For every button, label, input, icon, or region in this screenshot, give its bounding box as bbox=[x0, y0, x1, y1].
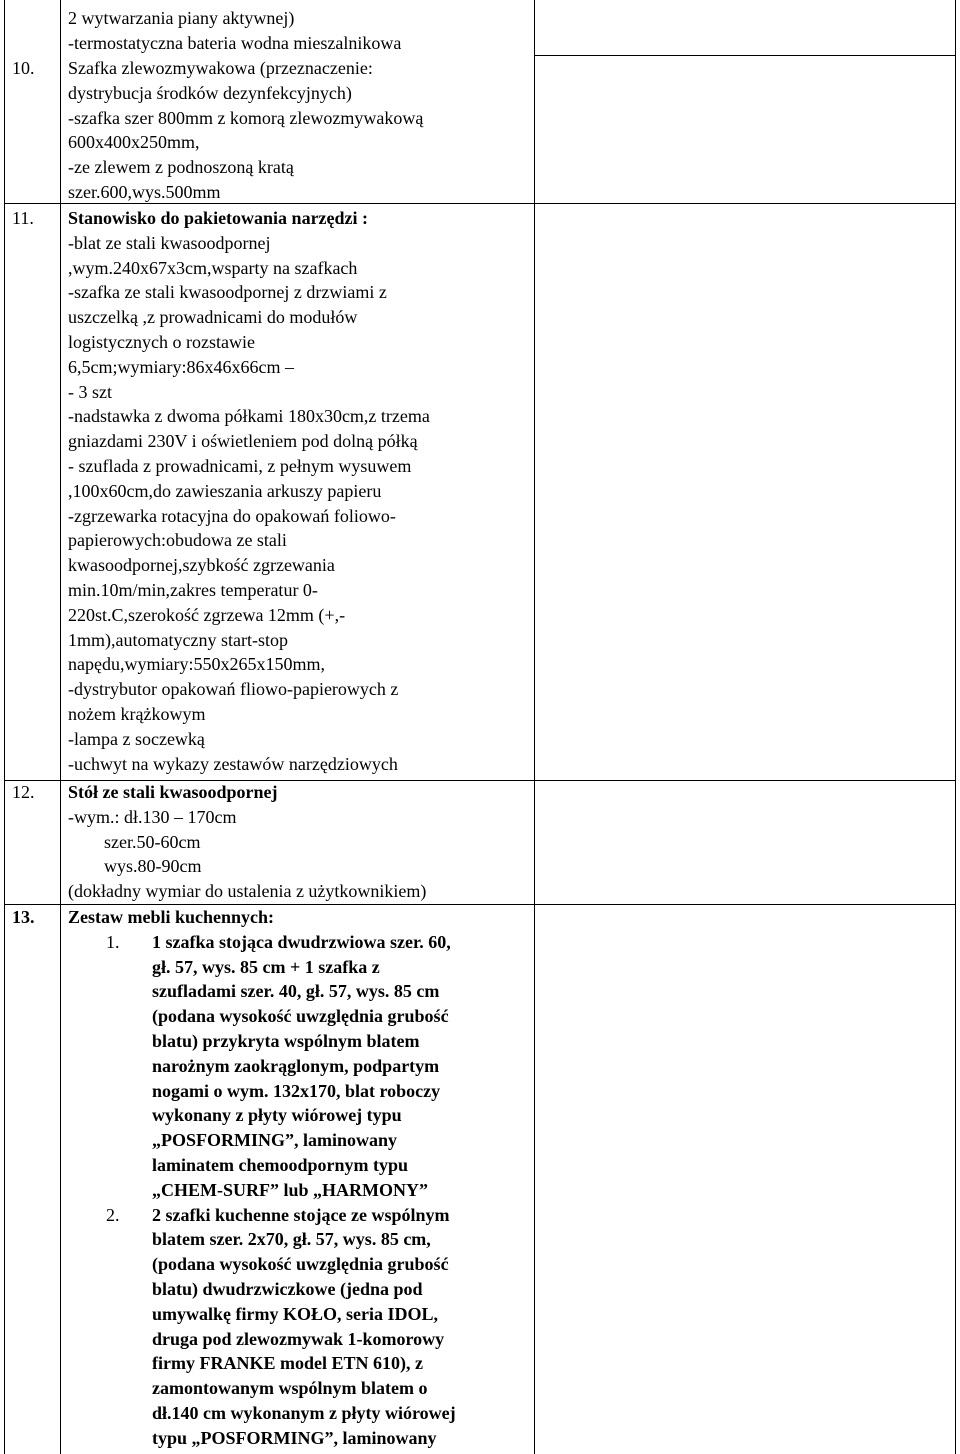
row-number: 11. bbox=[12, 208, 34, 228]
description-line: uszczelką ,z prowadnicami do modułów bbox=[68, 307, 358, 328]
description-line: wys.80-90cm bbox=[104, 856, 202, 877]
list-item bbox=[68, 930, 533, 1203]
row-description bbox=[68, 206, 533, 776]
description-line: - szuflada z prowadnicami, z pełnym wysuwem bbox=[68, 455, 412, 476]
description-line: 6,5cm;wymiary:86x46x66cm – bbox=[68, 356, 294, 377]
table-column-divider-number bbox=[60, 0, 61, 1454]
row-number: 12. bbox=[12, 782, 35, 802]
description-line: -uchwyt na wykazy zestawów narzędziowych bbox=[68, 753, 398, 774]
list-item-line: blatem szer. 2x70, gł. 57, wys. 85 cm, bbox=[152, 1229, 431, 1250]
description-line: szer.600,wys.500mm bbox=[68, 181, 221, 202]
table-border-left bbox=[4, 0, 5, 1454]
description-line: -szafka szer 800mm z komorą zlewozmywakową bbox=[68, 107, 424, 128]
description-line: ,wym.240x67x3cm,wsparty na szafkach bbox=[68, 257, 358, 278]
table-column-divider-description bbox=[534, 0, 535, 1454]
list-item-number: 2. bbox=[106, 1204, 120, 1225]
list-item-line: szufladami szer. 40, gł. 57, wys. 85 cm bbox=[152, 981, 440, 1002]
description-line: gniazdami 230V i oświetleniem pod dolną półką bbox=[68, 431, 418, 452]
table-row-divider bbox=[534, 55, 956, 56]
list-item-line: gł. 57, wys. 85 cm + 1 szafka z bbox=[152, 956, 380, 977]
description-line: -dystrybutor opakowań fliowo-papierowych z bbox=[68, 679, 399, 700]
list-item-line: „POSFORMING”, laminowany bbox=[152, 1130, 398, 1151]
list-item-line: „CHEM-SURF” lub „HARMONY” bbox=[152, 1179, 429, 1200]
list-item-line: firmy FRANKE model ETN 610), z bbox=[152, 1353, 423, 1374]
description-line: min.10m/min,zakres temperatur 0- bbox=[68, 579, 318, 600]
description-line: -szafka ze stali kwasoodpornej z drzwiami z bbox=[68, 282, 387, 303]
description-line: -zgrzewarka rotacyjna do opakowań foliowo- bbox=[68, 505, 396, 526]
description-line: ,100x60cm,do zawieszania arkuszy papieru bbox=[68, 480, 382, 501]
list-item bbox=[68, 1203, 533, 1451]
description-line bbox=[68, 56, 533, 81]
list-item-line: zamontowanym wspólnym blatem o bbox=[152, 1378, 428, 1399]
list-item-line: umywalkę firmy KOŁO, seria IDOL, bbox=[152, 1303, 438, 1324]
row-number: 13. bbox=[12, 907, 35, 927]
table-border-right bbox=[955, 0, 956, 1454]
row-title: Stół ze stali kwasoodpornej bbox=[68, 782, 278, 802]
row-description bbox=[68, 780, 533, 904]
list-item-line: nogami o wym. 132x170, blat roboczy bbox=[152, 1080, 441, 1101]
description-line: (dokładny wymiar do ustalenia z użytkownikiem) bbox=[68, 881, 427, 902]
description-line: nożem krążkowym bbox=[68, 703, 206, 724]
description-line: szer.50-60cm bbox=[104, 831, 201, 852]
row-number: 10. bbox=[12, 58, 35, 78]
list-item-line: blatu) dwudrzwiczkowe (jedna pod bbox=[152, 1278, 423, 1299]
row-description bbox=[68, 6, 533, 56]
list-item-line: 1 szafka stojąca dwudrzwiowa szer. 60, bbox=[152, 931, 451, 952]
list-item-number: 1. bbox=[106, 931, 120, 952]
list-item-line: blatu) przykryta wspólnym blatem bbox=[152, 1030, 420, 1051]
row-description bbox=[68, 905, 533, 1451]
row-description bbox=[68, 56, 533, 205]
description-line: 600x400x250mm, bbox=[68, 132, 200, 153]
row-title: Szafka zlewozmywakowa bbox=[68, 58, 256, 78]
list-item-line: (podana wysokość uwzględnia grubość bbox=[152, 1254, 449, 1275]
title-suffix: (przeznaczenie: bbox=[255, 58, 373, 78]
list-item-line: 2 szafki kuchenne stojące ze wspólnym bbox=[152, 1204, 450, 1225]
row-title: Zestaw mebli kuchennych: bbox=[68, 907, 275, 927]
description-line: 220st.C,szerokość zgrzewa 12mm (+,- bbox=[68, 604, 346, 625]
list-item-line: dł.140 cm wykonanym z płyty wiórowej bbox=[152, 1402, 456, 1423]
description-line: papierowych:obudowa ze stali bbox=[68, 530, 287, 551]
description-line: 2 wytwarzania piany aktywnej) bbox=[68, 8, 295, 28]
row-title: Stanowisko do pakietowania narzędzi : bbox=[68, 208, 369, 228]
list-item-line: laminatem chemoodpornym typu bbox=[152, 1154, 408, 1175]
list-item-line: druga pod zlewozmywak 1-komorowy bbox=[152, 1328, 445, 1349]
description-line: -ze zlewem z podnoszoną kratą bbox=[68, 157, 294, 178]
description-line: -wym.: dł.130 – 170cm bbox=[68, 806, 237, 827]
description-line: logistycznych o rozstawie bbox=[68, 331, 255, 352]
description-line: -lampa z soczewką bbox=[68, 728, 205, 749]
list-item-line: wykonany z płyty wiórowej typu bbox=[152, 1105, 402, 1126]
description-line: -blat ze stali kwasoodpornej bbox=[68, 232, 271, 253]
description-line: kwasoodpornej,szybkość zgrzewania bbox=[68, 555, 335, 576]
description-line: 1mm),automatyczny start-stop bbox=[68, 629, 288, 650]
list-item-line: typu „POSFORMING”, laminowany bbox=[152, 1427, 437, 1448]
description-line: dystrybucja środków dezynfekcyjnych) bbox=[68, 82, 352, 103]
description-line: - 3 szt bbox=[68, 381, 112, 402]
description-line: napędu,wymiary:550x265x150mm, bbox=[68, 654, 325, 675]
description-line: -nadstawka z dwoma półkami 180x30cm,z trzema bbox=[68, 406, 430, 427]
description-line: -termostatyczna bateria wodna mieszalnikowa bbox=[68, 32, 402, 53]
list-item-line: narożnym zaokrąglonym, podpartym bbox=[152, 1055, 440, 1076]
list-item-line: (podana wysokość uwzględnia grubość bbox=[152, 1006, 449, 1027]
